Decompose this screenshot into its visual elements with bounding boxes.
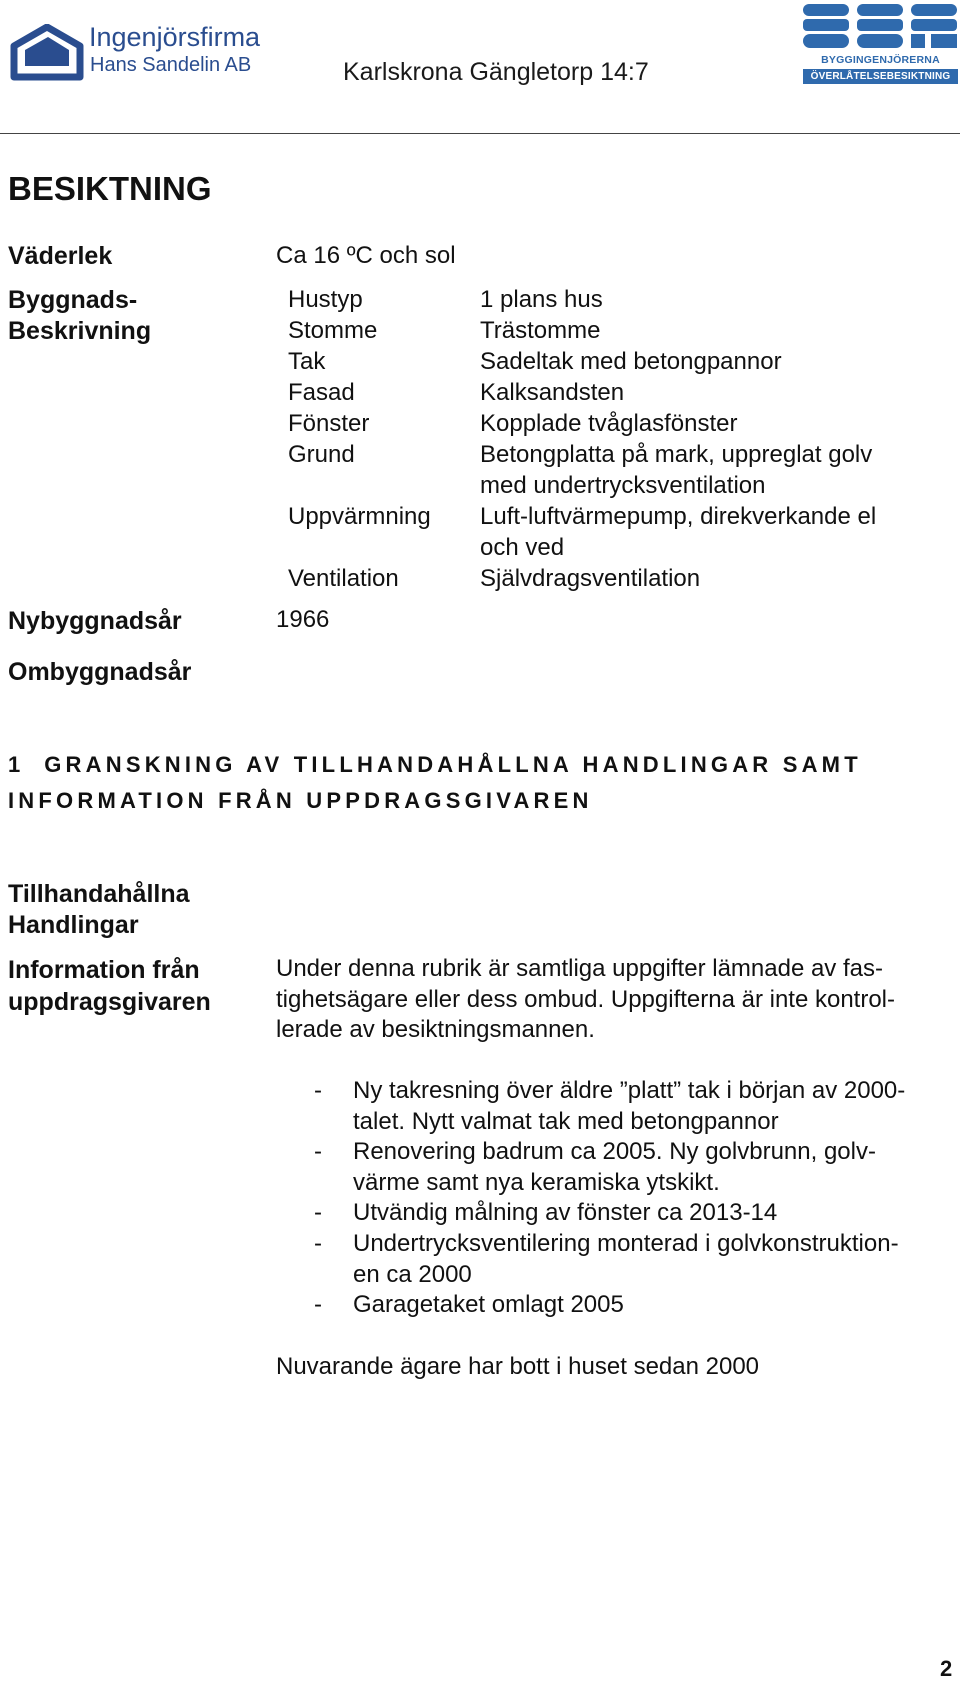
list-item-text (353, 1076, 905, 1137)
building-key-uppvarmning: Uppvärmning (288, 503, 431, 530)
building-value-hustyp: 1 plans hus (480, 286, 603, 313)
weather-value: Ca 16 ºC och sol (276, 242, 456, 269)
list-item (0, 1229, 960, 1290)
sbr-letters-icon (803, 2, 958, 52)
list-item-line: Renovering badrum ca 2005. Ny golvbrunn, golv- (353, 1138, 876, 1166)
building-value-fonster: Kopplade tvåglasfönster (480, 410, 738, 437)
page-number: 2 (940, 1656, 953, 1681)
building-key-grund: Grund (288, 441, 355, 468)
building-key-hustyp: Hustyp (288, 286, 363, 313)
building-label-line2: Beskrivning (8, 317, 152, 345)
intro-line: tighetsägare eller dess ombud. Uppgifterna är inte kontrol- (276, 985, 896, 1013)
partner-logo-line2: ÖVERLÅTELSEBESIKTNING (803, 69, 958, 84)
list-item (0, 1137, 960, 1198)
list-item-text (353, 1198, 777, 1229)
building-value-fasad: Kalksandsten (480, 379, 625, 406)
building-value-uppvarmning-line1: Luft-luftvärmepump, direkverkande el (480, 503, 877, 530)
client-info-closing: Nuvarande ägare har bott i huset sedan 2000 (276, 1353, 760, 1380)
building-label-line1: Byggnads- (8, 286, 138, 314)
list-item-line: Undertrycksventilering monterad i golvkonstruktion- (353, 1229, 899, 1257)
header-divider (0, 133, 960, 134)
building-key-tak: Tak (288, 348, 326, 375)
list-item-text (353, 1137, 876, 1198)
building-value-ventilation: Självdragsventilation (480, 565, 701, 592)
list-item (0, 1198, 960, 1229)
list-item (0, 1290, 960, 1321)
list-item-line: en ca 2000 (353, 1260, 472, 1288)
company-logo (10, 20, 260, 84)
client-info-list (0, 1076, 960, 1321)
list-dash: - (314, 1229, 322, 1257)
new-build-value: 1966 (276, 606, 330, 633)
list-item (0, 1076, 960, 1137)
client-info-intro (276, 954, 895, 1046)
list-item-text (353, 1290, 624, 1321)
building-value-grund-line2: med undertrycksventilation (480, 472, 766, 499)
building-value-uppvarmning-line2: och ved (480, 534, 565, 561)
building-key-fasad: Fasad (288, 379, 355, 406)
client-info-label-line1: Information från (8, 956, 200, 984)
list-item-text (353, 1229, 899, 1290)
client-info-label-line2: uppdragsgivaren (8, 988, 211, 1016)
weather-label: Väderlek (8, 242, 113, 270)
building-value-tak: Sadeltak med betongpannor (480, 348, 782, 375)
provided-docs-label-line1: Tillhandahållna (8, 880, 190, 908)
list-item-line: Utvändig målning av fönster ca 2013-14 (353, 1199, 778, 1227)
list-item-line: värme samt nya keramiska ytskikt. (353, 1168, 720, 1196)
company-name-line1: Ingenjörsfirma (89, 22, 261, 52)
provided-docs-label-line2: Handlingar (8, 911, 139, 939)
company-name-line2: Hans Sandelin AB (90, 54, 252, 76)
section-1-number: 1 (8, 752, 21, 777)
partner-logo-line1: BYGGINGENJÖRERNA (821, 54, 940, 66)
intro-line: Under denna rubrik är samtliga uppgifter lämnade av fas- (276, 955, 883, 982)
partner-logo (803, 2, 958, 84)
section-1-heading (8, 747, 948, 819)
page-heading: BESIKTNING (8, 170, 212, 207)
list-item-line: Garagetaket omlagt 2005 (353, 1291, 624, 1319)
intro-line: lerade av besiktningsmannen. (276, 1016, 595, 1044)
new-build-label: Nybyggnadsår (8, 607, 182, 635)
section-1-title: GRANSKNING AV TILLHANDAHÅLLNA HANDLINGAR SAMT INFORMATION FRÅN UPPDRAGSGIVAREN (8, 752, 862, 813)
list-item-line: talet. Nytt valmat tak med betongpannor (353, 1107, 779, 1135)
building-value-stomme: Trästomme (480, 317, 601, 344)
list-dash: - (314, 1077, 322, 1104)
list-dash: - (314, 1138, 322, 1166)
list-dash: - (314, 1291, 322, 1319)
house-logo-icon (10, 24, 84, 82)
list-dash: - (314, 1199, 322, 1227)
building-key-stomme: Stomme (288, 317, 378, 344)
building-key-ventilation: Ventilation (288, 565, 399, 592)
building-value-grund-line1: Betongplatta på mark, uppreglat golv (480, 441, 873, 468)
list-item-line: Ny takresning över äldre ”platt” tak i början av 2000- (353, 1077, 906, 1104)
rebuild-label: Ombyggnadsår (8, 658, 192, 686)
document-header-title: Karlskrona Gängletorp 14:7 (343, 58, 649, 86)
building-key-fonster: Fönster (288, 410, 370, 437)
